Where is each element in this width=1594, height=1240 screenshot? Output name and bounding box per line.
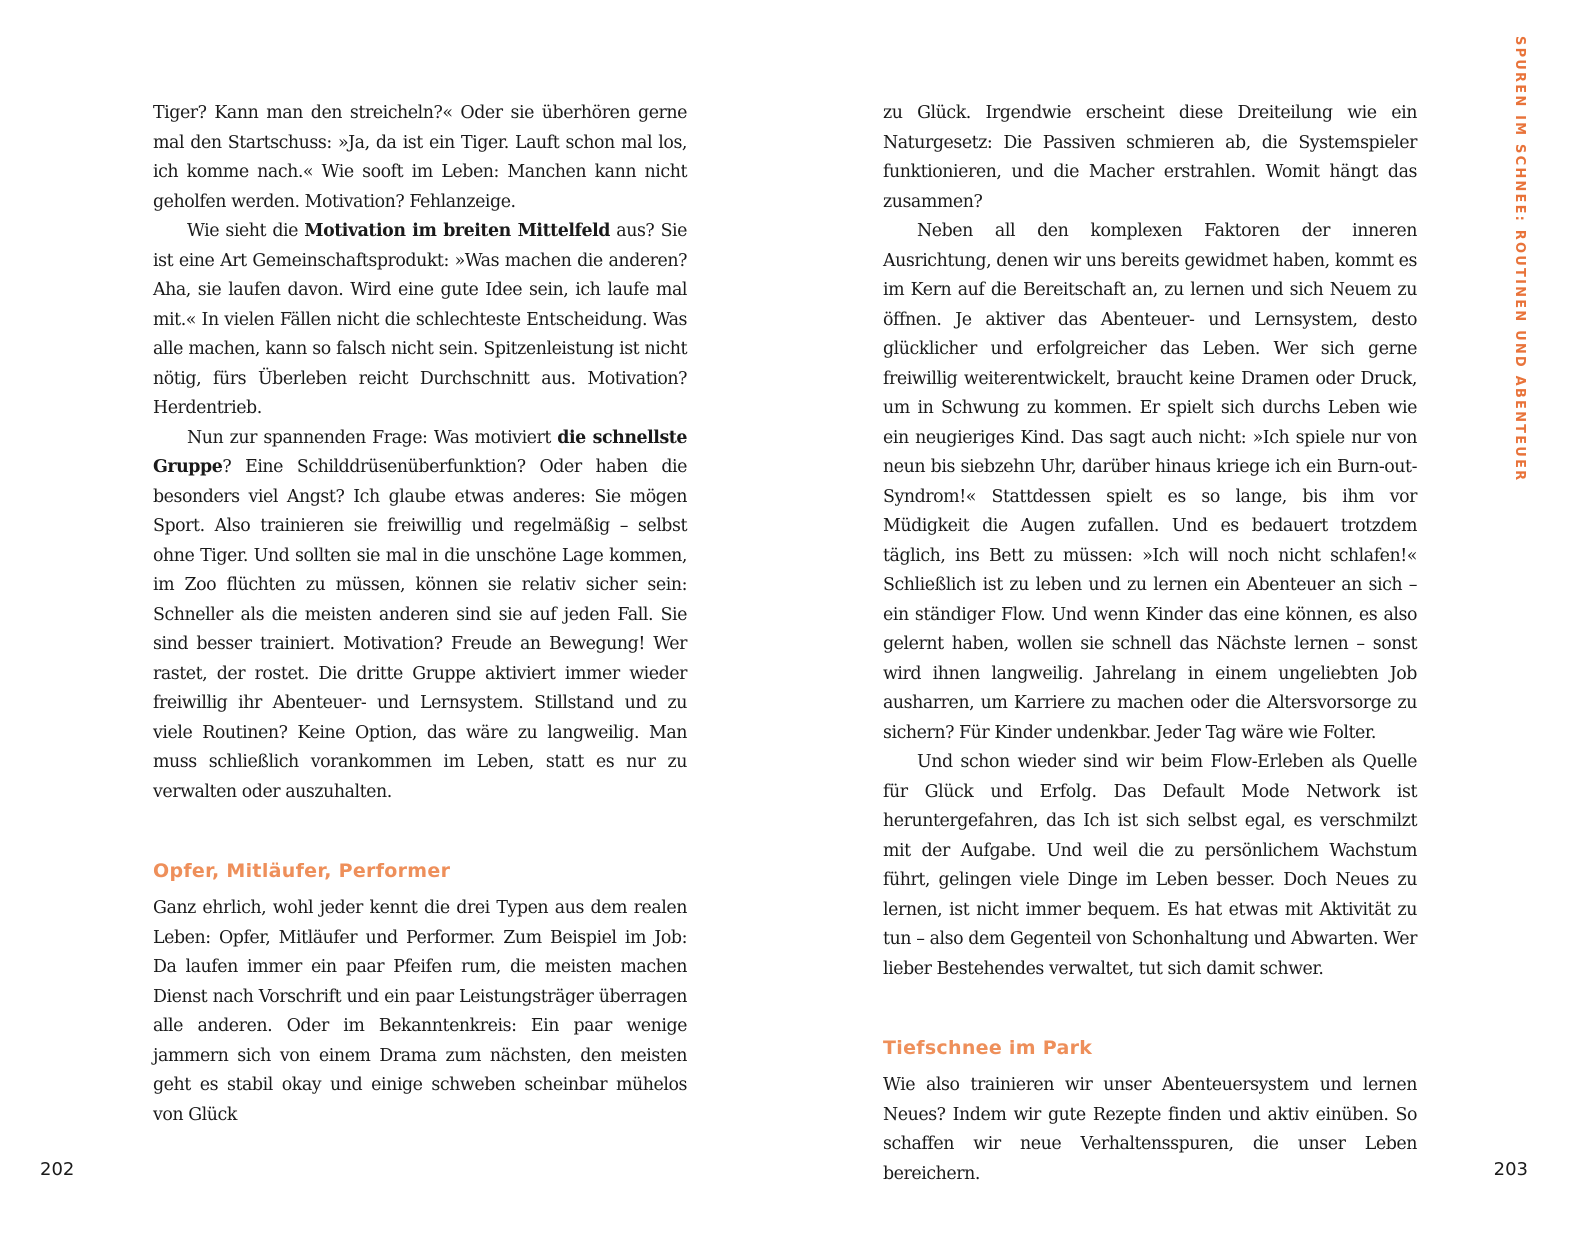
running-head: SPUREN IM SCHNEE: ROUTINEN UND ABENTEUER [1512,36,1527,483]
body-paragraph [153,424,687,808]
bold-phrase: die schnellste Gruppe [153,427,687,477]
text-run: Neben all den komplexen Faktoren der inneren Ausrichtung, denen wir uns bereits gewidmet haben, kommt es im Kern auf die Bereitschaft an, zu lernen und sich Neuem zu öffnen. Je aktiver das Abenteuer- und Lernsystem, desto glücklicher und erfolgreicher das Leben. Wer sich gerne freiwillig weiterentwickelt, braucht keine Dramen oder Druck, um in Schwung zu kommen. Er spielt sich durchs Leben wie ein neugieriges Kind. Das sagt auch nicht: »Ich spiele nur von neun bis siebzehn Uhr, darüber hinaus kriege ich ein Burn-out-Syndrom!« Stattdessen spielt es so lange, bis ihm vor Müdigkeit die Augen zufallen. Und es bedauert trotzdem täglich, ins Bett zu müssen: »Ich will noch nicht schlafen!« Schließlich ist zu leben und zu lernen ein Abenteuer an sich – ein ständiger Flow. Und wenn Kinder das eine können, es also gelernt haben, wollen sie schnell das Nächste lernen – sonst wird ihnen langweilig. Jahrelang in einem ungeliebten Job ausharren, um Karriere zu machen oder die Altersvorsorge zu sichern? Für Kinder undenkbar. Jeder Tag wäre wie Folter. [883,221,1417,743]
left-text-column [153,99,687,1130]
section-heading: Tiefschnee im Park [883,1037,1093,1059]
text-run: zu Glück. Irgendwie erscheint diese Dreiteilung wie ein Naturgesetz: Die Passiven schmieren ab, die Systemspieler funktionieren, und die Macher erstrahlen. Womit hängt das zusammen? [883,103,1417,212]
right-paragraphs-before [883,99,1417,984]
text-run: Nun zur spannenden Frage: Was motiviert [187,427,558,448]
right-paragraphs-after [883,1071,1417,1189]
body-paragraph [883,99,1417,217]
text-run: Wie sieht die [187,221,305,241]
text-run: aus? Sie ist eine Art Gemeinschaftsprodukt: »Was machen die anderen? Aha, sie laufen davon. Wird eine gute Idee sein, ich laufe mal mit.« In vielen Fällen nicht die schlechteste Entscheidung. Was alle machen, kann so falsch nicht sein. Spitzenleistung ist nicht nötig, fürs Überleben reicht Durchschnitt aus. Motivation? Herdentrieb. [153,221,688,418]
right-page [797,0,1594,1240]
body-paragraph [883,1071,1417,1189]
body-paragraph [153,99,687,217]
text-run: Ganz ehrlich, wohl jeder kennt die drei Typen aus dem realen Leben: Opfer, Mitläufer und Performer. Zum Beispiel im Job: Da laufen immer ein paar Pfeifen rum, die meisten machen Dienst nach Vorschrift und ein paar Leistungsträger überragen alle anderen. Oder im Bekanntenkreis: Ein paar wenige jammern sich von einem Drama zum nächsten, den meisten geht es stabil okay und einige schweben scheinbar mühelos von Glück [153,898,687,1125]
text-run: ? Eine Schilddrüsenüberfunktion? Oder haben die besonders viel Angst? Ich glaube etwas anderes: Sie mögen Sport. Also trainieren sie freiwillig und regelmäßig – selbst ohne Tiger. Und sollten sie mal in die unschöne Lage kommen, im Zoo flüchten zu müssen, können sie relativ sicher sein: Schneller als die meisten anderen sind sie auf jeden Fall. Sie sind besser trainiert. Motivation? Freude an Bewegung! Wer rastet, der rostet. Die dritte Gruppe aktiviert immer wieder freiwillig ihr Abenteuer- und Lernsystem. Stillstand und zu viele Routinen? Keine Option, das wäre zu langweilig. Man muss schließlich vorankommen im Leben, statt es nur zu verwalten oder auszuhalten. [153,457,687,802]
section-heading: Opfer, Mitläufer, Performer [153,860,451,882]
bold-phrase: Motivation im breiten Mittelfeld [304,221,611,241]
body-paragraph [883,748,1417,984]
right-text-column [883,99,1417,1189]
text-run: Tiger? Kann man den streicheln?« Oder sie überhören gerne mal den Startschuss: »Ja, da ist ein Tiger. Lauft schon mal los, ich komme nach.« Wie sooft im Leben: Manchen kann nicht geholfen werden. Motivation? Fehlanzeige. [153,103,687,212]
body-paragraph [883,217,1417,748]
left-paragraphs-before [153,99,687,807]
page-number: 202 [40,1159,75,1180]
left-paragraphs-after [153,894,687,1130]
page-number: 203 [1493,1159,1528,1180]
text-run: Und schon wieder sind wir beim Flow-Erleben als Quelle für Glück und Erfolg. Das Default Mode Network ist heruntergefahren, das Ich ist sich selbst egal, es verschmilzt mit der Aufgabe. Und weil die zu persönlichem Wachstum führt, gelingen viele Dinge im Leben besser. Doch Neues zu lernen, ist nicht immer bequem. Es hat etwas mit Aktivität zu tun – also dem Gegenteil von Schonhaltung und Abwarten. Wer lieber Bestehendes verwaltet, tut sich damit schwer. [883,752,1417,979]
body-paragraph [153,894,687,1130]
text-run: Wie also trainieren wir unser Abenteuersystem und lernen Neues? Indem wir gute Rezepte finden und aktiv einüben. So schaffen wir neue Verhaltensspuren, die unser Leben bereichern. [883,1075,1417,1184]
body-paragraph [153,217,687,424]
